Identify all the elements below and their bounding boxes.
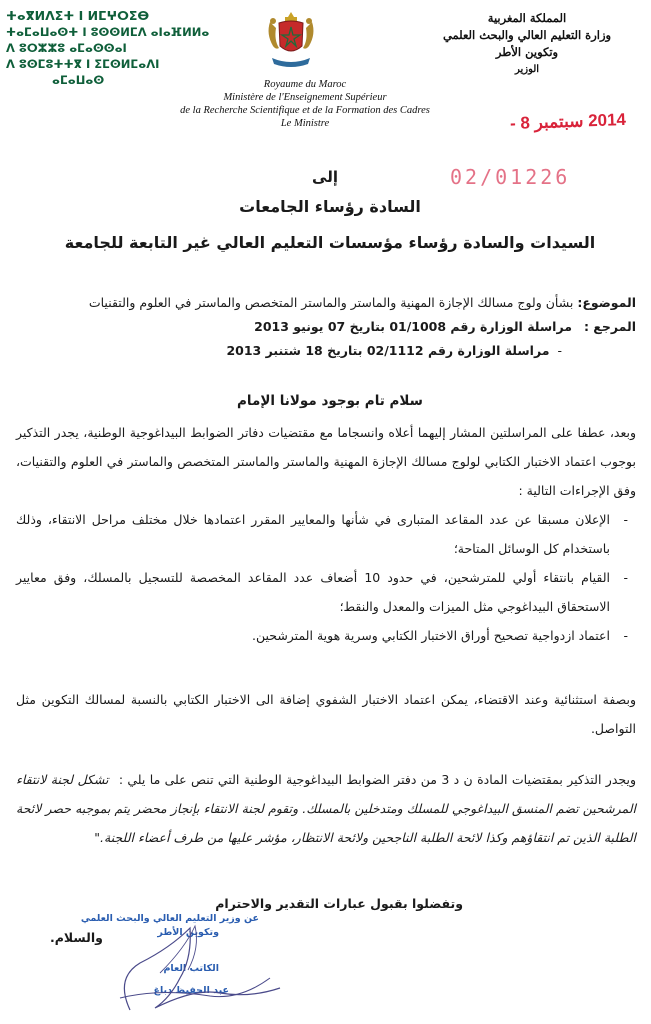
tifinagh-line-3: ⴷ ⵓⵔⵣⵣⵓ ⴰⵎⴰⵙⵙⴰⵏ <box>6 41 127 55</box>
subject-label: الموضوع: <box>577 295 636 310</box>
arabic-line-3: وتكوين الأطر <box>495 45 559 59</box>
coat-of-arms-emblem <box>264 10 318 72</box>
date-stamp: 2014 سبتمبر 8 - <box>509 109 627 134</box>
stamp-line-3: الكاتب العام <box>163 963 219 974</box>
french-line-2: Ministère de l'Enseignement Supérieur <box>223 92 387 103</box>
stamp-line-4: عبد الحفيظ دباغ <box>153 985 229 996</box>
arabic-line-1: المملكة المغربية <box>487 11 567 25</box>
paragraph-3-quote: تشكل لجنة لانتقاء المرشحين تضم المنسق البيداغوجي للمسلك ومتدخلين بالمسلك. وتقوم لجنة الانتقاء بإنجاز محضر يتم بموجبه حصر لائحة الطلبة الذين تم انتقاؤهم وكذا لائحة الطلبة الناجحين ولائحة الانتظار، مؤشر عليها من طرف أعضاء اللجنة." <box>16 772 636 845</box>
reference-row <box>14 315 636 339</box>
salam: والسلام. <box>50 930 103 945</box>
tifinagh-line-5: ⴰⵎⴰⵡⴰⵙ <box>52 73 105 87</box>
arabic-header <box>417 10 637 78</box>
closing-formula: وتفضلوا بقبول عبارات التقدير والاحترام <box>215 896 463 911</box>
paragraph-3 <box>16 765 636 852</box>
procedure-item: - اعتماد ازدواجية تصحيح أوراق الاختبار الكتابي وسرية هوية المترشحين. <box>16 621 636 650</box>
reference-number-stamp: 02/01226 <box>450 165 571 189</box>
recipient-line-1: السادة رؤساء الجامعات <box>239 197 421 216</box>
subject-section <box>14 291 636 363</box>
reference-item-1: مراسلة الوزارة رقم 01/1008 بتاريخ 07 يونيو 2013 <box>254 319 572 334</box>
stamp-line-1: عن وزير التعليم العالي والبحث العلمي <box>80 913 259 924</box>
handwritten-signature <box>100 918 290 1018</box>
tifinagh-line-4: ⴷ ⵓⵙⵎⵓⵜⵜⴳ ⵏ ⵉⵎⵙⵍⵎⴰⴷⵏ <box>6 57 160 71</box>
french-line-4: Le Ministre <box>280 118 330 129</box>
paragraph-3-intro: ويجدر التذكير بمقتضيات المادة ن د 3 من دفتر الضوابط البيداغوجية الوطنية التي تنص على ما يلي : <box>118 772 636 787</box>
reference-row-2: -مراسلة الوزارة رقم 02/1112 بتاريخ 18 شتنبر 2013 <box>226 343 562 358</box>
tifinagh-line-2: ⵜⴰⵎⴰⵡⴰⵙⵜ ⵏ ⵓⵙⵙⵍⵎⴷ ⴰⵏⴰⴼⵍⵍⴰ <box>6 25 210 39</box>
procedure-list <box>16 505 636 650</box>
stamp-line-2: وتكوين الأطر <box>157 927 219 938</box>
tifinagh-header <box>6 8 226 88</box>
procedure-item: - القيام بانتقاء أولي للمترشحين، في حدود 10 أضعاف عدد المقاعد المخصصة للتسجيل بالمسلك، وفق معايير الاستحقاق البيداغوجي مثل الميزات والمعدل والنقط؛ <box>16 563 636 621</box>
paragraph-1: وبعد، عطفا على المراسلتين المشار إليهما أعلاه وانسجاما مع مقتضيات دفاتر الضوابط البيداغوجية الوطنية، يجدر التذكير بوجوب اعتماد الاختبار الكتابي لولوج مسالك الإجازة المهنية والماستر والماستر المتخصص والماستر في العلوم والتقنيات، وفق الإجراءات التالية : <box>16 425 636 498</box>
french-header <box>160 78 450 130</box>
reference-item-2: مراسلة الوزارة رقم 02/1112 بتاريخ 18 شتنبر 2013 <box>226 343 550 358</box>
french-line-3: de la Recherche Scientifique et de la Formation des Cadres <box>180 105 430 116</box>
recipient-to: إلى <box>312 168 338 186</box>
paragraph-2: وبصفة استثنائية وعند الاقتضاء، يمكن اعتماد الاختبار الشفوي إضافة الى الاختبار الكتابي بالنسبة لمسالك التكوين مثل التواصل. <box>16 692 636 736</box>
greeting: سلام تام بوجود مولانا الإمام <box>237 393 423 409</box>
reference-label: المرجع : <box>583 319 636 334</box>
procedure-item: - الإعلان مسبقا عن عدد المقاعد المتبارى في شأنها والمعايير المقرر اعتمادها خلال مختلف مراحل الانتقاء، وذلك باستخدام كل الوسائل المتاحة؛ <box>16 505 636 563</box>
recipient-line-2: السيدات والسادة رؤساء مؤسسات التعليم العالي غير التابعة للجامعة <box>64 233 596 252</box>
subject-text: بشأن ولوج مسالك الإجازة المهنية والماستر والماستر المتخصص والماستر في العلوم والتقنيات <box>88 295 574 310</box>
french-line-1: Royaume du Maroc <box>263 79 347 90</box>
tifinagh-line-1: ⵜⴰⴳⵍⴷⵉⵜ ⵏ ⵍⵎⵖⵔⵉⴱ <box>6 8 150 23</box>
letter-body <box>16 418 636 650</box>
arabic-line-2: وزارة التعليم العالي والبحث العلمي <box>442 28 612 42</box>
subject-row <box>14 291 636 315</box>
arabic-line-4: الوزير <box>514 64 540 75</box>
